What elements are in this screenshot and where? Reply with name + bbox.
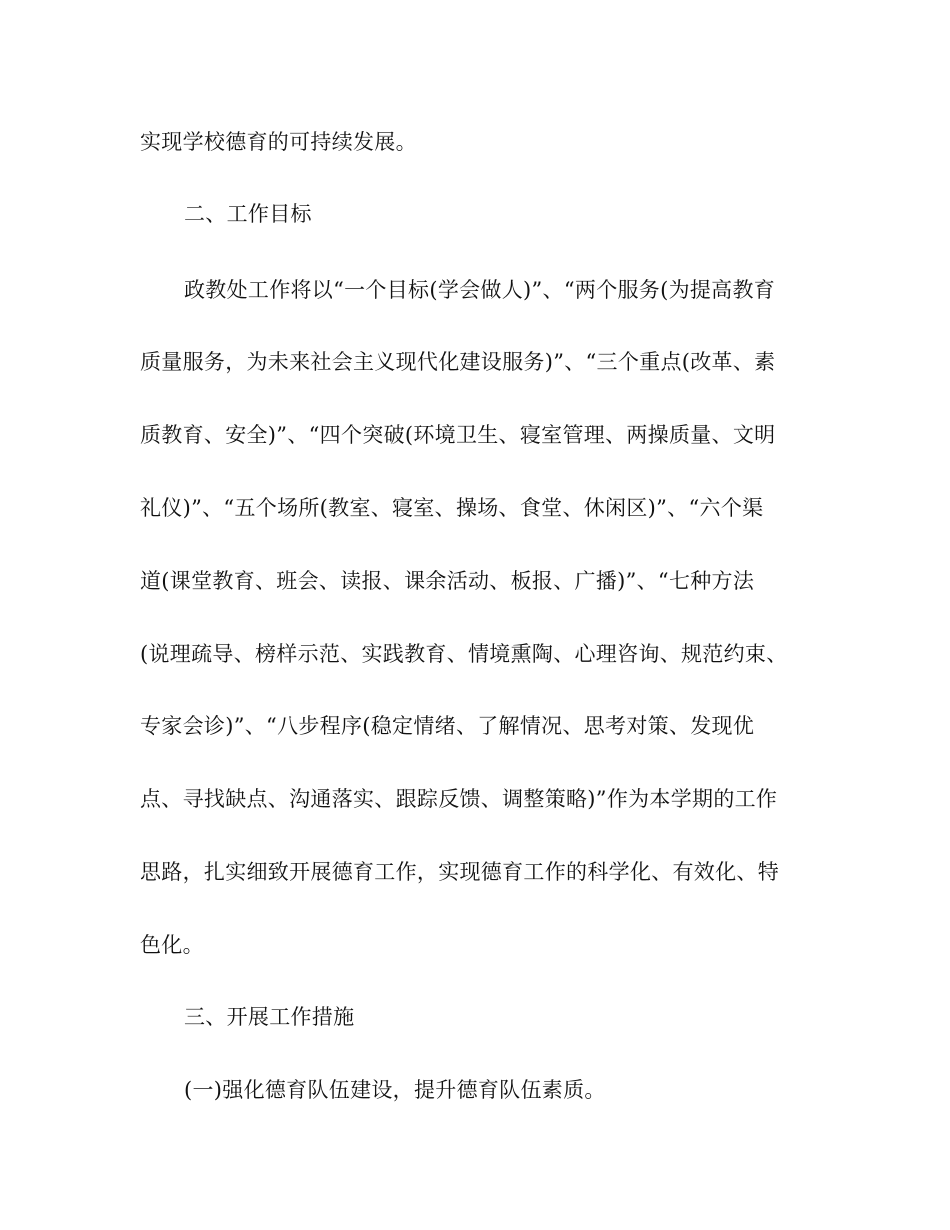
- paragraph-line: 专家会诊)”、“八步程序(稳定情绪、了解情况、思考对策、发现优: [140, 714, 755, 738]
- paragraph-line: 色化。: [140, 933, 204, 957]
- section-heading-goals: 二、工作目标: [184, 202, 312, 226]
- paragraph-line: 思路，扎实细致开展德育工作，实现德育工作的科学化、有效化、特: [140, 860, 779, 884]
- paragraph-line: 质教育、安全)”、“四个突破(环境卫生、寝室管理、两操质量、文明: [140, 423, 776, 447]
- subsection-heading: (一)强化德育队伍建设，提升德育队伍素质。: [184, 1078, 606, 1102]
- paragraph-line: 道(课堂教育、班会、读报、课余活动、板报、广播)”、“七种方法: [140, 569, 755, 593]
- text-line: 实现学校德育的可持续发展。: [140, 130, 417, 154]
- paragraph-line: (说理疏导、榜样示范、实践教育、情境熏陶、心理咨询、规范约束、: [140, 642, 788, 666]
- paragraph-line: 礼仪)”、“五个场所(教室、寝室、操场、食堂、休闲区)”、“六个渠: [140, 496, 764, 520]
- paragraph-line: 点、寻找缺点、沟通落实、跟踪反馈、调整策略)”作为本学期的工作: [140, 787, 778, 811]
- section-heading-measures: 三、开展工作措施: [184, 1005, 355, 1029]
- paragraph-line: 政教处工作将以“一个目标(学会做人)”、“两个服务(为提高教育: [184, 278, 776, 302]
- paragraph-line: 质量服务，为未来社会主义现代化建设服务)”、“三个重点(改革、素: [140, 350, 776, 374]
